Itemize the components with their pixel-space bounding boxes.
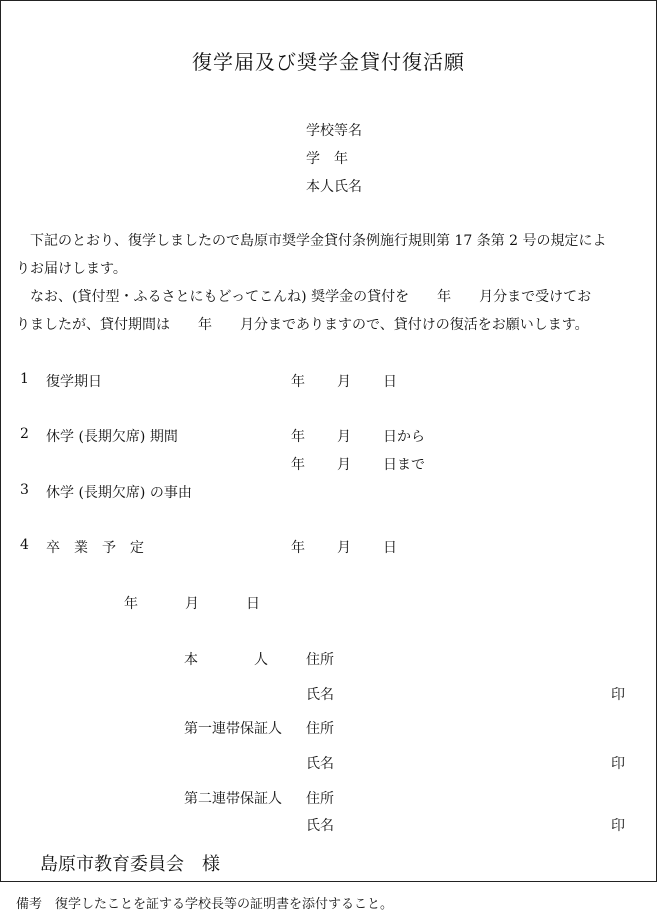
self-address-label: 住所 [306, 652, 334, 668]
paragraph-2-line-2: りましたが、貸付期間は 年 月分までありますので、貸付けの復活をお願いします。 [16, 317, 589, 333]
guarantor-2-label: 第二連帯保証人 [184, 791, 282, 807]
item-2-from-day: 日から [383, 429, 425, 445]
item-1-day: 日 [383, 374, 397, 390]
item-2-from-year: 年 [291, 429, 305, 445]
guarantor-1-label: 第一連帯保証人 [184, 721, 282, 737]
item-1-number: 1 [20, 371, 29, 387]
submit-date-month: 月 [185, 596, 199, 612]
item-1-month: 月 [337, 374, 351, 390]
item-4-label: 卒 業 予 定 [46, 540, 144, 556]
item-2-to-day: 日まで [383, 457, 425, 473]
paragraph-1-line-2: りお届けします。 [16, 261, 127, 277]
guarantor-2-seal-mark: 印 [611, 818, 625, 834]
grade-label: 学 年 [306, 151, 348, 167]
item-2-to-month: 月 [337, 457, 351, 473]
item-2-number: 2 [20, 426, 29, 442]
guarantor-2-name-label: 氏名 [306, 818, 334, 834]
student-name-label: 本人氏名 [306, 179, 362, 195]
guarantor-1-address-label: 住所 [306, 721, 334, 737]
item-2-label: 休学 (長期欠席) 期間 [46, 429, 178, 445]
item-3-number: 3 [20, 482, 29, 498]
guarantor-2-address-label: 住所 [306, 791, 334, 807]
paragraph-1-line-1: 下記のとおり、復学しましたので島原市奨学金貸付条例施行規則第 17 条第 2 号の規定によ [16, 233, 607, 249]
submit-date-day: 日 [246, 596, 260, 612]
submit-date-year: 年 [124, 596, 138, 612]
addressee: 島原市教育委員会 様 [40, 854, 220, 875]
item-4-year: 年 [291, 540, 305, 556]
self-label: 本 人 [184, 652, 268, 668]
item-1-label: 復学期日 [46, 374, 102, 390]
item-2-to-year: 年 [291, 457, 305, 473]
guarantor-1-seal-mark: 印 [611, 756, 625, 772]
item-2-from-month: 月 [337, 429, 351, 445]
school-name-label: 学校等名 [306, 123, 362, 139]
item-3-label: 休学 (長期欠席) の事由 [46, 485, 192, 501]
self-seal-mark: 印 [611, 687, 625, 703]
item-1-year: 年 [291, 374, 305, 390]
document-title: 復学届及び奨学金貸付復活願 [192, 50, 465, 74]
item-4-day: 日 [383, 540, 397, 556]
remarks-note: 備考 復学したことを証する学校長等の証明書を添付すること。 [16, 897, 394, 912]
self-name-label: 氏名 [306, 687, 334, 703]
guarantor-1-name-label: 氏名 [306, 756, 334, 772]
paragraph-2-line-1: なお、(貸付型・ふるさとにもどってこんね) 奨学金の貸付を 年 月分まで受けてお [16, 289, 592, 305]
item-4-month: 月 [337, 540, 351, 556]
item-4-number: 4 [20, 537, 29, 553]
